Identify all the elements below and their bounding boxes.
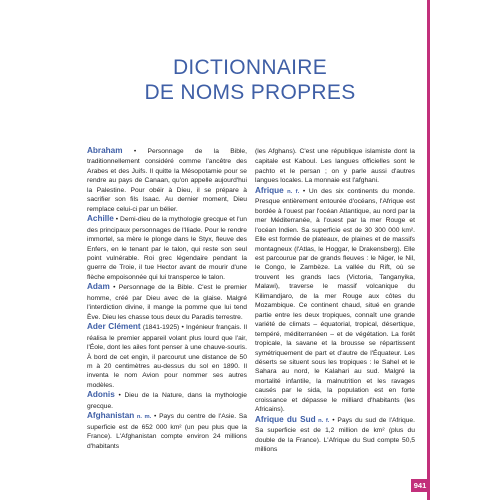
- entry-headword: Afrique du Sud: [255, 414, 316, 424]
- dictionary-entry: [87, 214, 247, 282]
- right-column: [255, 146, 415, 455]
- page-title: [100, 55, 400, 105]
- dictionary-entry: [255, 415, 415, 455]
- entry-text: • Un des six continents du monde. Presque entièrement entourée d'océans, l'Afrique est bordée à l'ouest par l'océan Atlantique, au nord par la mer Méditerranée, à l'ouest par la mer Rouge et l'océan Indien. Sa superficie est de 30 300 000 km². Elle est formée de plateaux, de plaines et de massifs montagneux (l'Atlas, le Hoggar, le Drakensberg). Elle est parcourue par de grands fleuves : le Niger, le Nil, le Congo, le Zambèze. La vallée du Rift, où se trouvent les grands lacs (Victoria, Tanganyika, Malawi), traverse le massif volcanique du Kilimandjaro, de la mer Rouge aux côtes du Mozambique. Ce continent chaud, situé en grande partie entre les deux tropiques, connaît une grande variété de climats – équatorial, tropical, désertique, tempéré, méditerranéen – et de végétation. La forêt tropicale, la savane et la brousse se répartissent symétriquement de part et d'autre de l'Équateur. Les déserts se situent sous les tropiques : le Sahel et le Sahara au nord, le Kalahari au sud. Malgré la mortalité infantile, la malnutrition et les ravages causés par le sida, la population est en forte croissance et dépasse le milliard d'habitants (les Africains).: [255, 187, 415, 414]
- entry-text: • Personnage de la Bible. C'est le premier homme, créé par Dieu avec de la glaise. Malgré l'interdiction divine, il mange la pomme que lui tend Ève. Dieu les chasse tous deux du Paradis terrestre.: [87, 284, 247, 321]
- entry-headword: Abraham: [87, 146, 123, 155]
- entry-text: (les Afghans). C'est une république islamiste dont la capitale est Kaboul. Les langues officielles sont le pachto et le persan ; on y parle aussi d'autres langues locales. La monnaie est l'afghani.: [255, 148, 415, 185]
- entry-headword: Afrique: [255, 185, 284, 195]
- left-column: [87, 146, 247, 451]
- entry-headword: Adam: [87, 282, 110, 292]
- title-line-2: DE NOMS PROPRES: [144, 81, 356, 104]
- entry-text: • Pays du centre de l'Asie. Sa superficie est de 652 000 km² (un peu plus que la France). L'Afghanistan compte environ 24 millions d'habitants: [87, 413, 247, 450]
- dictionary-entry: [87, 146, 247, 214]
- dictionary-entry: [87, 282, 247, 322]
- entry-headword: Achille: [87, 214, 114, 224]
- entry-text: • Dieu de la Nature, dans la mythologie grecque.: [87, 392, 247, 410]
- dictionary-entry: [87, 322, 247, 390]
- entry-text: • Personnage de la Bible, traditionnellement considéré comme l'ancêtre des Arabes et des Juifs. Il quitte la Mésopotamie pour se rendre au pays de Canaan, qu'on appelle aujourd'hui la Palestine. Pour obéir à Dieu, il se prépare à sacrifier son fils Isaac. Au dernier moment, Dieu remplace celui-ci par un bélier.: [87, 148, 247, 213]
- entry-headword: Ader Clément: [87, 322, 141, 332]
- page-edge-accent-bar: [427, 0, 430, 500]
- dictionary-entry: [255, 186, 415, 415]
- entry-grammar: n. f.: [315, 417, 330, 424]
- entry-headword: Afghanistan: [87, 411, 135, 421]
- dictionary-entry: [87, 411, 247, 451]
- entry-text: • Demi-dieu de la mythologie grecque et l'un des principaux personnages de l'Iliade. Pour le rendre immortel, sa mère le plonge dans le Styx, fleuve des Enfers, en le tenant par le talon, qui reste son seul point vulnérable. Roi grec légendaire pendant la guerre de Troie, il tue Hector avant de mourir d'une flèche empoisonnée qui lui transperce le talon.: [87, 216, 247, 281]
- entry-headword: Adonis: [87, 390, 115, 400]
- entry-text: (1841-1925) • Ingénieur français. Il réalisa le premier appareil volant plus lourd que l'air, l'Éole, dont les ailes font penser à une chauve-souris. À bord de cet engin, il parcourut une distance de 50 m à 20 centimètres au-dessus du sol en 1890. Il inventa le nom Avion pour nommer ses autres modèles.: [87, 324, 248, 389]
- title-line-1: DICTIONNAIRE: [172, 56, 328, 79]
- page-number: 941: [411, 479, 429, 492]
- entry-text: • Pays du sud de l'Afrique. Sa superficie est de 1,2 million de km² (plus du double de la France). L'Afrique du Sud compte 50,5 millions: [255, 416, 416, 454]
- dictionary-entry-continued: [255, 146, 415, 186]
- dictionary-entry: [87, 390, 247, 411]
- entry-grammar: n. f.: [283, 188, 300, 195]
- entry-grammar: n. m.: [134, 414, 152, 421]
